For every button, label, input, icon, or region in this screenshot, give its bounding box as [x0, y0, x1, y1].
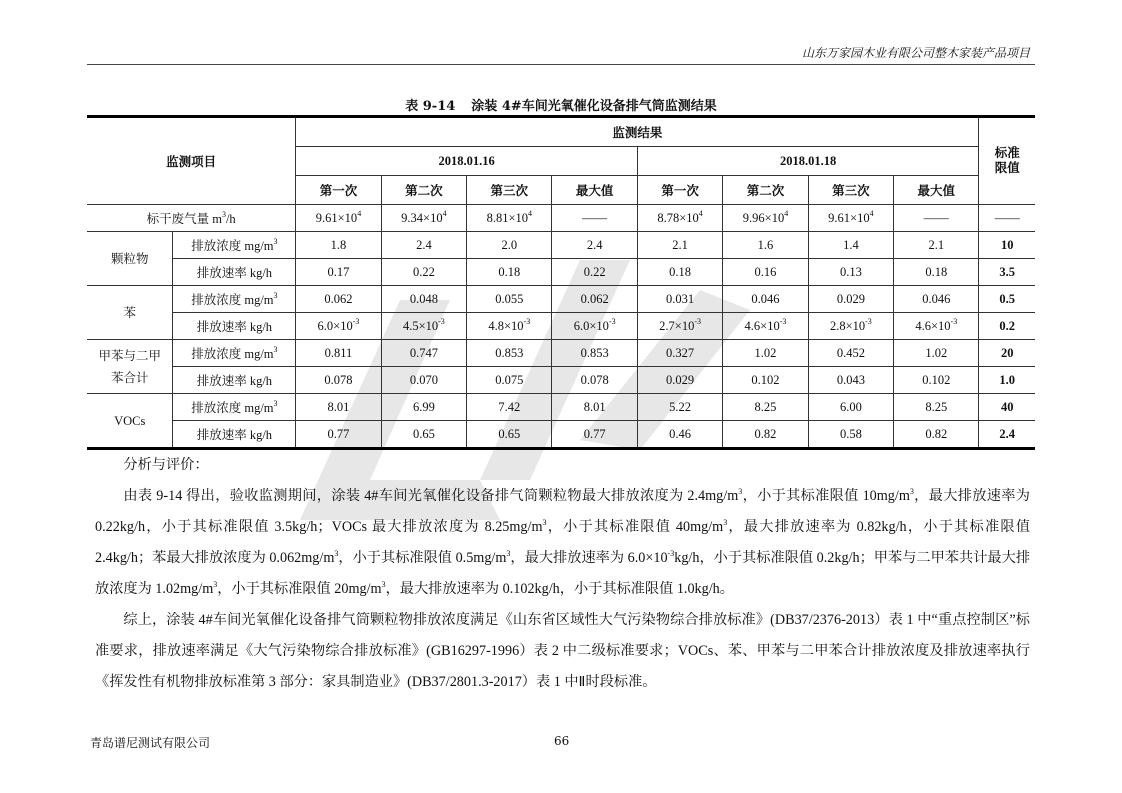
- value-text: 8.78×10: [657, 210, 699, 225]
- flow-label: [87, 205, 296, 232]
- value-text: 0.46: [669, 426, 692, 441]
- standard-cell: 0.2: [979, 313, 1035, 340]
- value-text: 0.048: [409, 291, 438, 306]
- value-text: 0.055: [495, 291, 524, 306]
- table-cell: [552, 286, 637, 313]
- value-text: 0.102: [751, 372, 780, 387]
- text-run: 综上，涂装 4#车间光氧催化设备排气筒颗粒物排放浓度满足《山东省区域性大气污染物综合排放标准》(DB37/2376-2013）表 1 中“重点控制区”标准要求，排放速率满足《大气污染物综合排放标准》(GB16297-1996）表 2 中二级标准要求；VOCs、苯、甲苯与二甲苯合计排放浓度及排放速率执行《挥发性有机物排放标准第 3 部分：家具制造业》(DB37/2801.3-2017）表 1 中Ⅱ时段标准。: [95, 612, 1030, 690]
- table-cell: [552, 232, 637, 259]
- value-text: 8.01: [327, 399, 350, 414]
- table-cell: [894, 286, 979, 313]
- value-text: 0.65: [412, 426, 435, 441]
- standard-cell: 0.5: [979, 286, 1035, 313]
- standard-cell: 20: [979, 340, 1035, 367]
- exponent: 4: [442, 208, 447, 218]
- table-cell: [552, 394, 637, 421]
- superscript: -3: [667, 549, 675, 558]
- table-cell: [296, 313, 381, 340]
- standard-cell: ——: [979, 205, 1035, 232]
- standard-header: 标准限值: [979, 117, 1035, 205]
- table-cell: [296, 259, 381, 286]
- value-text: 0.77: [327, 426, 350, 441]
- table-row: [87, 259, 1035, 286]
- value-text: 5.22: [669, 399, 692, 414]
- analysis-section: [95, 450, 1030, 698]
- value-text: 2.4: [416, 237, 432, 252]
- value-text: 排放速率 kg/h: [196, 266, 273, 280]
- table-cell: [808, 259, 893, 286]
- exponent: 4: [869, 208, 874, 218]
- value-text: 标干废气量 m: [146, 212, 222, 226]
- value-text: 0.029: [836, 291, 865, 306]
- sub-header: 第三次: [808, 176, 893, 205]
- table-cell: [381, 286, 466, 313]
- pollutant-name: [87, 232, 173, 286]
- footer-company: 青岛谱尼测试有限公司: [90, 736, 211, 750]
- table-cell: [381, 313, 466, 340]
- value-text: 9.61×10: [828, 210, 870, 225]
- value-text: 排放速率 kg/h: [196, 320, 273, 334]
- analysis-paragraph: [95, 481, 1030, 605]
- superscript: 3: [506, 549, 511, 558]
- value-text: 0.18: [498, 264, 521, 279]
- table-cell: [808, 367, 893, 394]
- value-text: 0.853: [580, 345, 609, 360]
- table-cell: [894, 232, 979, 259]
- value-text: 0.82: [754, 426, 777, 441]
- table-cell: [637, 421, 722, 449]
- table-row: [87, 367, 1035, 394]
- table-caption: [0, 95, 1122, 114]
- value-text: 2.0: [501, 237, 518, 252]
- value-text: 0.452: [836, 345, 865, 360]
- text-run: ，最大排放速率为 0.22kg/h，小于其标准限值 3.5kg/h；VOCs 最大排放浓度为 8.25mg/m: [95, 488, 1030, 535]
- table-cell: [296, 286, 381, 313]
- superscript: 3: [723, 518, 728, 527]
- value-text: 9.61×10: [315, 210, 358, 225]
- exponent: 4: [528, 208, 532, 218]
- table-cell: [467, 340, 552, 367]
- exponent: -3: [352, 316, 360, 326]
- superscript: 3: [909, 487, 914, 496]
- value-text: 2.7×10: [659, 318, 695, 333]
- value-text: 0.078: [580, 372, 609, 387]
- value-text: ——: [923, 210, 949, 225]
- table-cell: [467, 367, 552, 394]
- table-cell: [808, 313, 893, 340]
- value-text: 排放浓度 mg/m: [191, 347, 274, 361]
- table-cell: [894, 367, 979, 394]
- table-cell: [723, 232, 808, 259]
- parameter-label: [173, 394, 296, 421]
- table-cell: [552, 367, 637, 394]
- value-text: 1.8: [330, 237, 347, 252]
- value-text: ——: [582, 210, 608, 225]
- value-text: 0.747: [409, 345, 438, 360]
- table-cell: [637, 232, 722, 259]
- standard-cell: 2.4: [979, 421, 1035, 449]
- table-cell: [894, 259, 979, 286]
- text-run: 由表 9-14 得出，验收监测期间，涂装 4#车间光氧催化设备排气筒颗粒物最大排放浓度为 2.4mg/m: [123, 488, 739, 504]
- pollutant-label: 苯: [123, 305, 136, 320]
- text-run: ，最大排放速率为 0.82kg/h，小于其标准限值 2.4kg/h；苯最大排放浓度为 0.062mg/m: [95, 519, 1031, 566]
- value-text: 0.031: [666, 291, 695, 306]
- table-cell: [637, 394, 722, 421]
- table-row: [87, 313, 1035, 340]
- value-text: 排放速率 kg/h: [196, 428, 273, 442]
- text-run: kg/h，小于其标准限值 0.2kg/h；甲苯与二甲苯共计最大排放浓度为 1.02mg/m: [95, 550, 1031, 597]
- value-text: 0.13: [839, 264, 862, 279]
- page-number: 66: [554, 734, 570, 748]
- value-text: 0.043: [836, 372, 865, 387]
- table-number: 表 9-14: [405, 99, 456, 114]
- table-title: 涂装 4#车间光氧催化设备排气筒监测结果: [471, 99, 717, 114]
- value-text: 0.18: [925, 264, 948, 279]
- header-divider: [87, 64, 1035, 65]
- value-text: 0.65: [498, 426, 521, 441]
- table-cell: [637, 367, 722, 394]
- table-cell: [894, 205, 979, 232]
- sub-header: 第二次: [381, 176, 466, 205]
- value-text: 2.1: [672, 237, 688, 252]
- value-text: 8.25: [925, 399, 948, 414]
- table-cell: [808, 340, 893, 367]
- exponent: 3: [273, 399, 278, 408]
- table-cell: [552, 313, 637, 340]
- table-row: [87, 421, 1035, 449]
- superscript: 3: [213, 580, 218, 589]
- table-cell: [467, 394, 552, 421]
- exponent: 4: [357, 208, 362, 218]
- parameter-label: [173, 340, 296, 367]
- superscript: 3: [738, 487, 743, 496]
- table-cell: [637, 259, 722, 286]
- pollutant-name: [87, 286, 173, 340]
- monitoring-results-table: [87, 115, 1035, 450]
- value-text: 6.99: [412, 399, 435, 414]
- superscript: 3: [334, 549, 339, 558]
- parameter-label: [173, 286, 296, 313]
- value-text: 9.96×10: [742, 210, 785, 225]
- analysis-paragraph: [95, 605, 1030, 698]
- table-cell: [552, 259, 637, 286]
- table-cell: [467, 286, 552, 313]
- text-run: ，小于其标准限值 0.5mg/m: [338, 550, 507, 566]
- table-cell: [808, 421, 893, 449]
- table-cell: [381, 205, 466, 232]
- value-text: 1.6: [757, 237, 774, 252]
- value-text: 0.22: [412, 264, 435, 279]
- value-text: 2.8×10: [829, 318, 866, 333]
- value-text: 4.6×10: [744, 318, 780, 333]
- parameter-label: [173, 421, 296, 449]
- table-cell: [381, 340, 466, 367]
- table-cell: [808, 394, 893, 421]
- exponent: 4: [784, 208, 789, 218]
- pollutant-label: 甲苯与二甲苯合计: [98, 348, 161, 385]
- table-cell: [894, 421, 979, 449]
- parameter-label: [173, 313, 296, 340]
- table-cell: [467, 232, 552, 259]
- item-header: 监测项目: [87, 117, 296, 205]
- value-text: 0.029: [666, 372, 695, 387]
- exponent: 3: [273, 237, 278, 246]
- table-row: [87, 232, 1035, 259]
- value-text: 4.5×10: [402, 318, 439, 333]
- superscript: 3: [381, 580, 386, 589]
- value-text: 0.327: [666, 345, 695, 360]
- value-text: 1.4: [843, 237, 859, 252]
- analysis-heading: 分析与评价：: [123, 457, 209, 473]
- table-cell: [296, 232, 381, 259]
- table-cell: [808, 205, 893, 232]
- parameter-label: [173, 232, 296, 259]
- table-cell: [552, 421, 637, 449]
- pollutant-name: [87, 394, 173, 449]
- value-text: 9.34×10: [401, 210, 443, 225]
- value-text: 8.81×10: [486, 210, 528, 225]
- value-text: 1.02: [925, 345, 948, 360]
- standard-cell: 40: [979, 394, 1035, 421]
- text-run: ，最大排放速率为 6.0×10: [510, 550, 668, 566]
- value-text: 8.01: [583, 399, 606, 414]
- date-header: 2018.01.18: [637, 147, 979, 176]
- exponent: -3: [865, 316, 872, 326]
- exponent: -3: [438, 316, 445, 326]
- value-text: 排放浓度 mg/m: [191, 293, 274, 307]
- table-cell: [723, 394, 808, 421]
- pollutant-name: [87, 340, 173, 394]
- value-text: 2.4: [586, 237, 603, 252]
- table-cell: [467, 421, 552, 449]
- table-cell: [296, 340, 381, 367]
- unit-suffix: /h: [225, 212, 236, 226]
- standard-cell: 3.5: [979, 259, 1035, 286]
- running-header: 山东万家园木业有限公司整木家装产品项目: [801, 46, 1030, 60]
- text-run: ，最大排放速率为 0.102kg/h，小于其标准限值 1.0kg/h。: [385, 581, 734, 597]
- table-cell: [296, 421, 381, 449]
- value-text: 7.42: [498, 399, 521, 414]
- value-text: 0.046: [751, 291, 780, 306]
- standard-cell: 10: [979, 232, 1035, 259]
- table-cell: [296, 205, 381, 232]
- sub-header: 第一次: [296, 176, 381, 205]
- text-run: ，小于其标准限值 10mg/m: [742, 488, 910, 504]
- value-text: 0.82: [925, 426, 948, 441]
- table-cell: [467, 205, 552, 232]
- value-text: 8.25: [754, 399, 777, 414]
- value-text: 1.02: [754, 345, 777, 360]
- table-row: [87, 394, 1035, 421]
- table-cell: [723, 286, 808, 313]
- table-cell: [808, 286, 893, 313]
- exponent: -3: [779, 316, 787, 326]
- table-cell: [552, 340, 637, 367]
- value-text: 4.6×10: [915, 318, 951, 333]
- exponent: 3: [221, 210, 226, 219]
- exponent: -3: [608, 316, 616, 326]
- table-cell: [723, 421, 808, 449]
- sub-header: 第二次: [723, 176, 808, 205]
- table-cell: [723, 205, 808, 232]
- value-text: 0.17: [327, 264, 350, 279]
- table-cell: [723, 340, 808, 367]
- value-text: 0.22: [583, 264, 606, 279]
- table-cell: [808, 232, 893, 259]
- date-header: 2018.01.16: [296, 147, 638, 176]
- table-row: [87, 205, 1035, 232]
- sub-header: 最大值: [894, 176, 979, 205]
- table-cell: [467, 313, 552, 340]
- standard-cell: 1.0: [979, 367, 1035, 394]
- sub-header: 最大值: [552, 176, 637, 205]
- table-cell: [296, 367, 381, 394]
- sub-header: 第三次: [467, 176, 552, 205]
- table-cell: [723, 367, 808, 394]
- value-text: 6.0×10: [573, 318, 609, 333]
- table-row: [87, 340, 1035, 367]
- table-cell: [381, 367, 466, 394]
- value-text: 0.853: [495, 345, 524, 360]
- value-text: 0.102: [922, 372, 951, 387]
- value-text: 0.811: [324, 345, 353, 360]
- table-cell: [381, 421, 466, 449]
- table-cell: [637, 286, 722, 313]
- value-text: 排放浓度 mg/m: [191, 239, 274, 253]
- value-text: 0.075: [495, 372, 524, 387]
- exponent: -3: [694, 316, 701, 326]
- pollutant-label: VOCs: [114, 413, 146, 428]
- value-text: 6.00: [839, 399, 862, 414]
- value-text: 6.0×10: [317, 318, 353, 333]
- value-text: 0.046: [922, 291, 951, 306]
- table-cell: [894, 313, 979, 340]
- exponent: 3: [273, 345, 278, 354]
- table-cell: [637, 313, 722, 340]
- pollutant-label: 颗粒物: [110, 251, 149, 266]
- table-cell: [552, 205, 637, 232]
- table-cell: [637, 340, 722, 367]
- value-text: 0.062: [580, 291, 609, 306]
- value-text: 0.078: [324, 372, 353, 387]
- sub-header: 第一次: [637, 176, 722, 205]
- exponent: -3: [523, 316, 531, 326]
- value-text: 排放速率 kg/h: [196, 374, 273, 388]
- parameter-label: [173, 259, 296, 286]
- table-cell: [637, 205, 722, 232]
- table-cell: [894, 394, 979, 421]
- value-text: 0.77: [583, 426, 606, 441]
- exponent: 4: [698, 208, 703, 218]
- value-text: 0.062: [324, 291, 353, 306]
- results-header: 监测结果: [296, 117, 979, 147]
- value-text: 4.8×10: [488, 318, 524, 333]
- value-text: 2.1: [928, 237, 945, 252]
- table-cell: [381, 259, 466, 286]
- value-text: 排放浓度 mg/m: [191, 401, 274, 415]
- text-run: ，小于其标准限值 20mg/m: [217, 581, 382, 597]
- table-cell: [467, 259, 552, 286]
- table-row: [87, 286, 1035, 313]
- superscript: 3: [542, 518, 547, 527]
- table-cell: [296, 394, 381, 421]
- text-run: ，小于其标准限值 40mg/m: [546, 519, 724, 535]
- parameter-label: [173, 367, 296, 394]
- exponent: 3: [273, 291, 278, 300]
- value-text: 0.070: [409, 372, 438, 387]
- table-cell: [723, 259, 808, 286]
- value-text: 0.58: [839, 426, 862, 441]
- table-cell: [894, 340, 979, 367]
- value-text: 0.18: [669, 264, 692, 279]
- table-cell: [381, 394, 466, 421]
- value-text: 0.16: [754, 264, 777, 279]
- table-cell: [381, 232, 466, 259]
- exponent: -3: [950, 316, 958, 326]
- table-cell: [723, 313, 808, 340]
